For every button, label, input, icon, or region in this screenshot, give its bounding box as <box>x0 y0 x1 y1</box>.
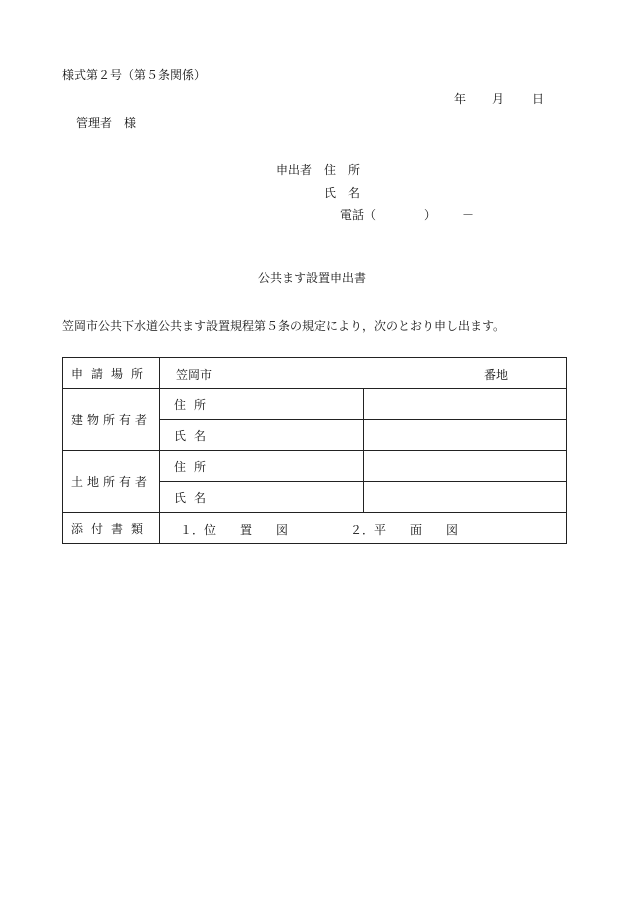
land-owner-address-row <box>63 451 567 482</box>
applicant-role-label: 申出者 <box>276 163 313 177</box>
location-suffix: 番地 <box>484 368 509 382</box>
applicant-phone-close: ） <box>424 208 437 222</box>
application-form-table <box>62 357 567 544</box>
location-row <box>63 358 567 389</box>
location-label: 申請場所 <box>63 358 160 389</box>
date-month-label: 月 <box>492 92 505 106</box>
attachment-location-map: １．位 置 図 <box>180 523 289 537</box>
attachments-row <box>63 513 567 544</box>
document-title: 公共ます設置申出書 <box>258 271 367 285</box>
applicant-address-row <box>276 163 360 177</box>
location-city: 笠岡市 <box>176 368 213 382</box>
building-owner-name-field <box>363 420 567 451</box>
applicant-name-label: 氏 名 <box>324 186 361 200</box>
location-value-cell <box>160 358 567 389</box>
building-owner-label: 建物所有者 <box>63 389 160 451</box>
date-line <box>454 92 544 106</box>
intro-text: 笠岡市公共下水道公共ます設置規程第５条の規定により，次のとおり申し出ます。 <box>62 319 506 333</box>
form-number: 様式第２号（第５条関係） <box>62 68 207 82</box>
building-owner-name-label: 氏名 <box>160 420 364 451</box>
land-owner-name-field <box>363 482 567 513</box>
applicant-phone-dash: － <box>462 208 475 222</box>
land-owner-label: 土地所有者 <box>63 451 160 513</box>
land-owner-address-label: 住所 <box>160 451 364 482</box>
attachments-value-cell <box>160 513 567 544</box>
building-owner-address-field <box>363 389 567 420</box>
building-owner-address-row <box>63 389 567 420</box>
applicant-phone-label: 電話（ <box>340 208 377 222</box>
land-owner-address-field <box>363 451 567 482</box>
building-owner-address-label: 住所 <box>160 389 364 420</box>
attachments-label: 添付書類 <box>63 513 160 544</box>
land-owner-name-label: 氏名 <box>160 482 364 513</box>
addressee: 管理者 様 <box>76 116 137 130</box>
date-year-label: 年 <box>454 92 467 106</box>
applicant-name-row <box>324 186 360 200</box>
applicant-phone-row <box>340 208 474 222</box>
applicant-address-label: 住 所 <box>324 163 361 177</box>
date-day-label: 日 <box>532 92 545 106</box>
attachment-floor-plan: ２．平 面 図 <box>350 523 459 537</box>
